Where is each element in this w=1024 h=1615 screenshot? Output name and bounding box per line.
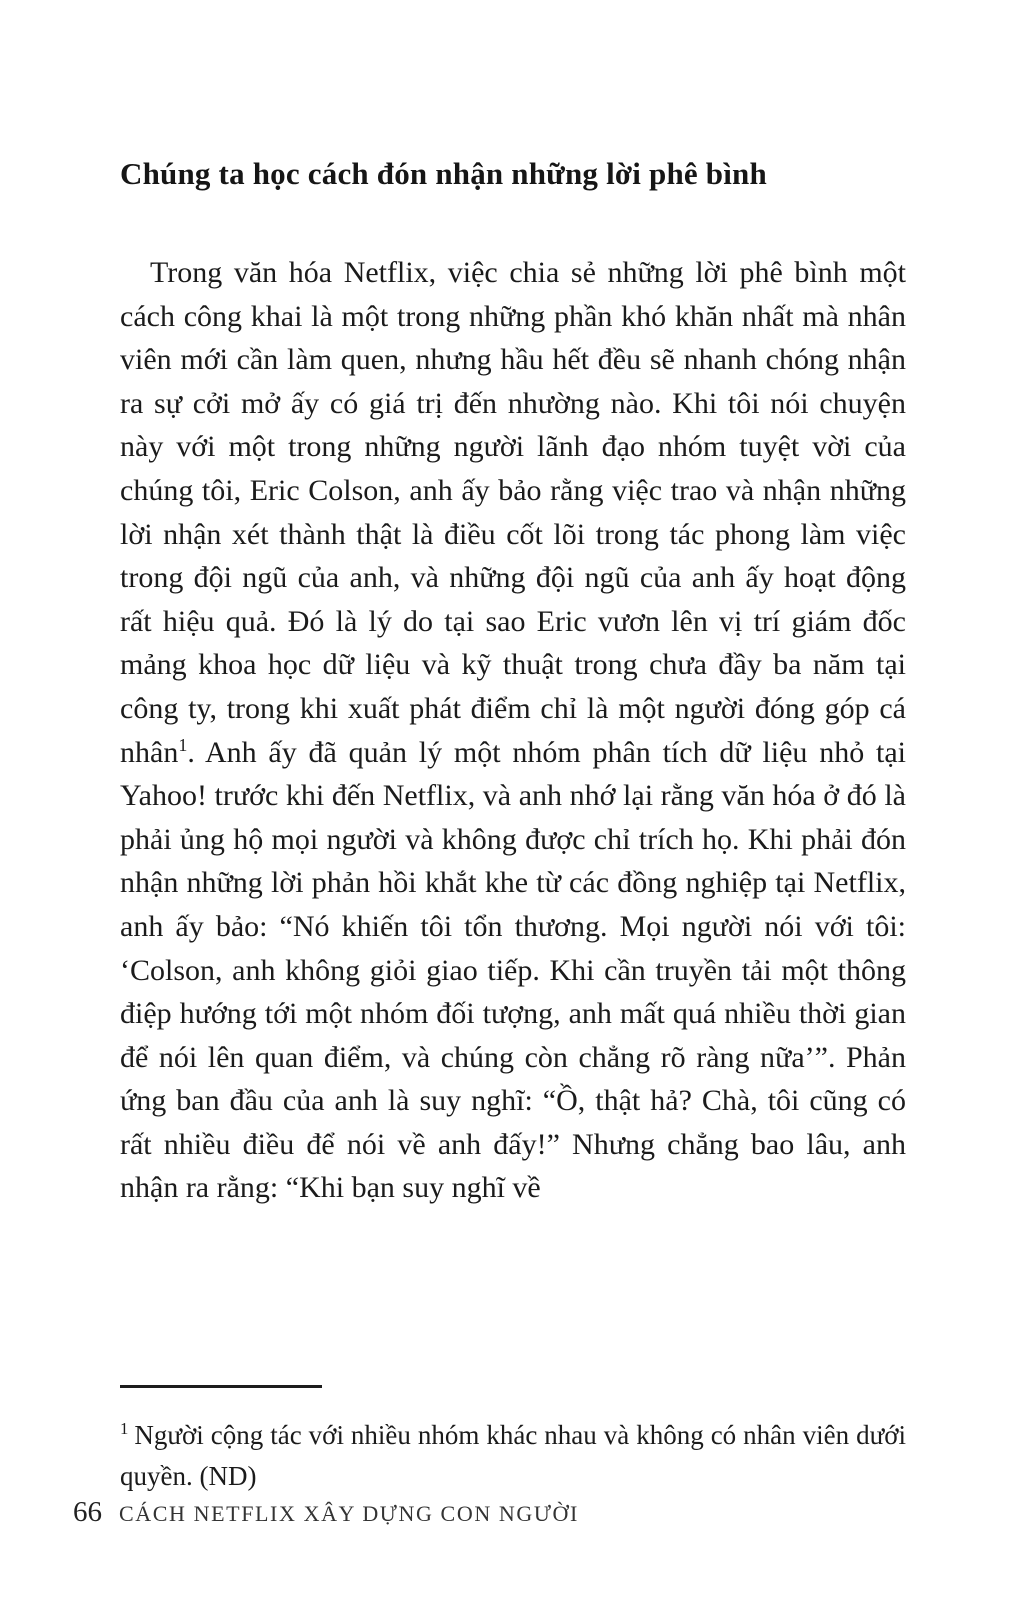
running-title: CÁCH NETFLIX XÂY DỰNG CON NGƯỜI — [119, 1501, 579, 1526]
paragraph-text-after-footnote: . Anh ấy đã quản lý một nhóm phân tích dữ liệu nhỏ tại Yahoo! trước khi đến Netflix, và anh nhớ lại rằng văn hóa ở đó là phải ủng hộ mọi người và không được chỉ trích họ. Khi phải đón nhận những lời phản hồi khắt khe từ các đồng nghiệp tại Netflix, anh ấy bảo: “Nó khiến tôi tổn thương. Mọi người nói với tôi: ‘Colson, anh không giỏi giao tiếp. Khi cần truyền tải một thông điệp hướng tới một nhóm đối tượng, anh mất quá nhiều thời gian để nói lên quan điểm, và chúng còn chẳng rõ ràng nữa’”. Phản ứng ban đầu của anh là suy nghĩ: “Ồ, thật hả? Chà, tôi cũng có rất nhiều điều để nói về anh đấy!” Nhưng chẳng bao lâu, anh nhận ra rằng: “Khi bạn suy nghĩ về — [120, 735, 906, 1205]
page-number: 66 — [73, 1496, 102, 1528]
section-heading: Chúng ta học cách đón nhận những lời phê bình — [120, 155, 767, 191]
paragraph-text-before-footnote: Trong văn hóa Netflix, việc chia sẻ những lời phê bình một cách công khai là một trong những phần khó khăn nhất mà nhân viên mới cần làm quen, nhưng hầu hết đều sẽ nhanh chóng nhận ra sự cởi mở ấy có giá trị đến nhường nào. Khi tôi nói chuyện này với một trong những người lãnh đạo nhóm tuyệt vời của chúng tôi, Eric Colson, anh ấy bảo rằng việc trao và nhận những lời nhận xét thành thật là điều cốt lõi trong tác phong làm việc trong đội ngũ của anh, và những đội ngũ của anh ấy hoạt động rất hiệu quả. Đó là lý do tại sao Eric vươn lên vị trí giám đốc mảng khoa học dữ liệu và kỹ thuật trong chưa đầy ba năm tại công ty, trong khi xuất phát điểm chỉ là một người đóng góp cá nhân — [120, 256, 906, 769]
footnote-separator-rule — [120, 1385, 322, 1388]
footnote-body: Người cộng tác với nhiều nhóm khác nhau và không có nhân viên dưới quyền. (ND) — [120, 1420, 906, 1491]
body-paragraph — [120, 251, 906, 1210]
footnote-marker: 1 — [120, 1419, 129, 1438]
page-footer — [73, 1496, 579, 1529]
footnote-reference-mark: 1 — [178, 734, 188, 755]
footnote-text — [120, 1415, 906, 1497]
